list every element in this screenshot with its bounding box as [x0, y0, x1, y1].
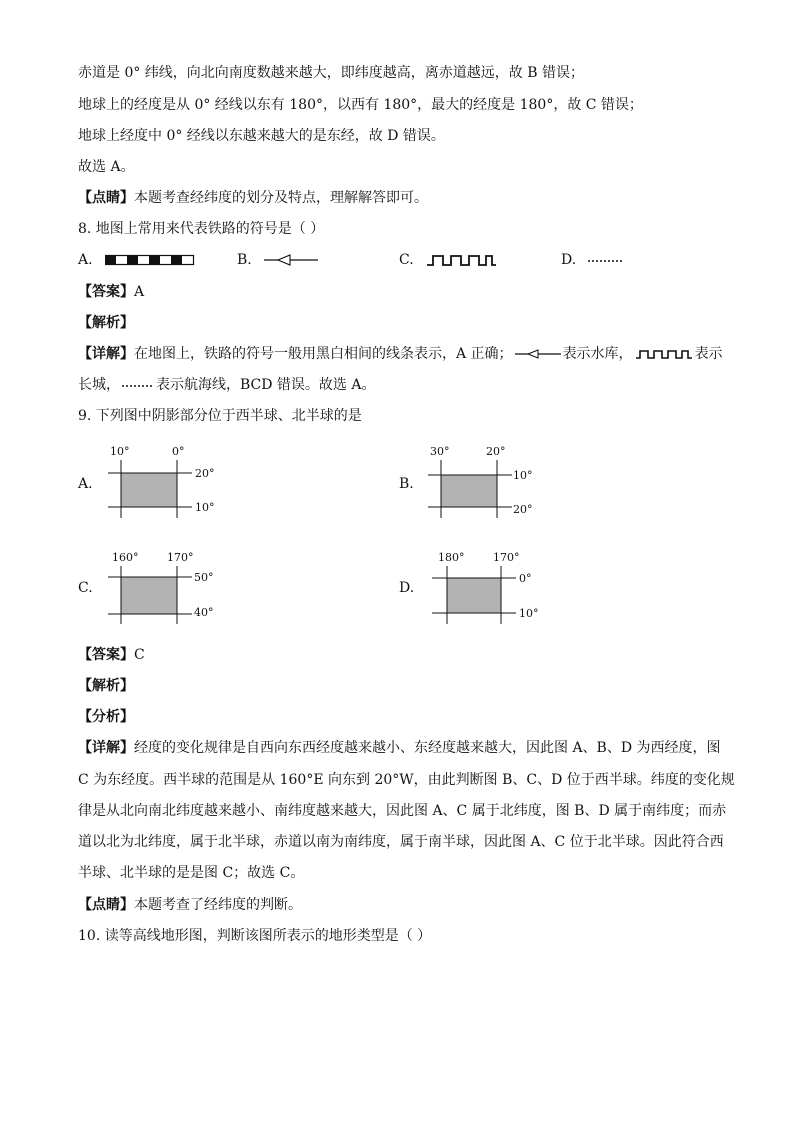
reservoir-symbol-inline-icon [515, 348, 561, 360]
fig-c-lat-top: 50° [194, 571, 214, 584]
q9-answer-tag: 【答案】 [78, 647, 134, 663]
q9-stem: 9. 下列图中阴影部分位于西半球、北半球的是 [78, 408, 362, 424]
fig-d-lat-top: 0° [519, 572, 532, 585]
q9-analysis-tag: 【解析】 [78, 678, 134, 694]
q9-figure-d [420, 546, 560, 626]
q8-option-c [399, 250, 498, 270]
q8-answer-tag: 【答案】 [78, 284, 134, 300]
q8-option-a [78, 250, 195, 270]
fig-c-shaded-area [121, 577, 177, 614]
dianjing-line [78, 188, 428, 208]
shipping-route-symbol-inline-icon [122, 379, 154, 391]
fig-a-lon-right: 0° [172, 445, 185, 458]
q8-option-a-label: A. [78, 252, 93, 268]
fig-b-lon-right: 20° [486, 445, 506, 458]
q8-answer-value: A [134, 284, 145, 300]
q10-stem: 10. 读等高线地形图，判断该图所表示的地形类型是（ ） [78, 928, 432, 944]
q9-figure-c-label: C. [78, 580, 93, 596]
q8-option-d [561, 250, 628, 270]
q9-fenxi-tag: 【分析】 [78, 709, 134, 725]
q8-detail-tag: 【详解】 [78, 346, 134, 362]
q9-detail-line-2: C 为东经度。西半球的范围是从 160°E 向东到 20°W，由此判断图 B、C、D 位于西半球。纬度的变化规 [78, 772, 735, 788]
fig-b-shaded-area [441, 475, 497, 507]
fig-d-shaded-area [447, 578, 501, 613]
fig-c-lon-left: 160° [112, 551, 139, 564]
explanation-line-2: 地球上的经度是从 0° 经线以东有 180°，以西有 180°，最大的经度是 180°，故 C 错误； [78, 97, 643, 113]
great-wall-symbol-icon [426, 252, 498, 268]
q8-detail-1c: 表示 [694, 346, 723, 362]
fig-b-lat-bottom: 20° [513, 503, 533, 516]
fig-b-lon-left: 30° [430, 445, 450, 458]
fig-a-lon-left: 10° [110, 445, 130, 458]
q8-detail-2b: 表示航海线，BCD 错误。故选 A。 [156, 377, 376, 393]
q9-dianjing-tag: 【点睛】 [78, 897, 134, 913]
q8-stem: 8. 地图上常用来代表铁路的符号是（ ） [78, 221, 325, 237]
q8-detail-line-1 [78, 344, 723, 364]
q9-figure-a-label: A. [78, 476, 93, 492]
reservoir-symbol-icon [264, 252, 320, 268]
great-wall-symbol-inline-icon [635, 348, 693, 360]
q9-detail-tag: 【详解】 [78, 740, 134, 756]
fig-d-lat-bottom: 10° [519, 607, 539, 620]
q9-detail-1: 经度的变化规律是自西向东西经度越来越小、东经度越来越大，因此图 A、B、D 为西经度，图 [134, 740, 721, 756]
q8-option-d-label: D. [561, 252, 577, 268]
q9-detail-line-5: 半球、北半球的是是图 C；故选 C。 [78, 865, 305, 881]
fig-d-lon-left: 180° [438, 551, 465, 564]
q9-dianjing-text: 本题考查了经纬度的判断。 [134, 897, 302, 913]
explanation-line-3: 地球上经度中 0° 经线以东越来越大的是东经，故 D 错误。 [78, 128, 445, 144]
q8-detail-1a: 在地图上，铁路的符号一般用黑白相间的线条表示，A 正确； [134, 346, 513, 362]
explanation-line-4: 故选 A。 [78, 159, 135, 175]
q9-answer [78, 645, 145, 665]
q8-detail-2a: 长城， [78, 377, 120, 393]
fig-a-lat-bottom: 10° [195, 501, 215, 514]
q8-analysis-tag: 【解析】 [78, 315, 134, 331]
fig-b-lat-top: 10° [513, 469, 533, 482]
q8-detail-1b: 表示水库， [562, 346, 633, 362]
fig-a-lat-top: 20° [195, 467, 215, 480]
q9-detail-line-1 [78, 738, 721, 758]
q9-answer-value: C [134, 647, 145, 663]
dianjing-text: 本题考查经纬度的划分及特点，理解解答即可。 [134, 190, 428, 206]
q9-figure-d-label: D. [399, 580, 415, 596]
q9-figure-b-label: B. [399, 476, 414, 492]
q9-detail-line-4: 道以北为北纬度，属于北半球，赤道以南为南纬度，属于南半球，因此图 A、C 位于北半球。因此符合西 [78, 834, 724, 850]
q9-detail-line-3: 律是从北向南北纬度越来越小、南纬度越来越大，因此图 A、C 属于北纬度，图 B、D 属于南纬度；而赤 [78, 803, 727, 819]
q8-option-c-label: C. [399, 252, 414, 268]
explanation-line-1: 赤道是 0° 纬线，向北向南度数越来越大，即纬度越高，离赤道越远，故 B 错误； [78, 65, 584, 81]
q9-figure-a [100, 440, 240, 520]
fig-c-lat-bottom: 40° [194, 606, 214, 619]
railway-symbol-icon [105, 252, 195, 268]
fig-c-lon-right: 170° [167, 551, 194, 564]
q8-answer [78, 282, 144, 302]
shipping-route-symbol-icon [588, 252, 628, 268]
q9-figure-b [420, 440, 560, 520]
q9-figure-c [100, 546, 240, 626]
q8-detail-line-2 [78, 375, 376, 395]
q8-option-b [237, 250, 320, 270]
q8-option-b-label: B. [237, 252, 252, 268]
fig-a-shaded-area [121, 473, 177, 507]
q9-dianjing [78, 895, 302, 915]
fig-d-lon-right: 170° [493, 551, 520, 564]
dianjing-tag: 【点睛】 [78, 190, 134, 206]
